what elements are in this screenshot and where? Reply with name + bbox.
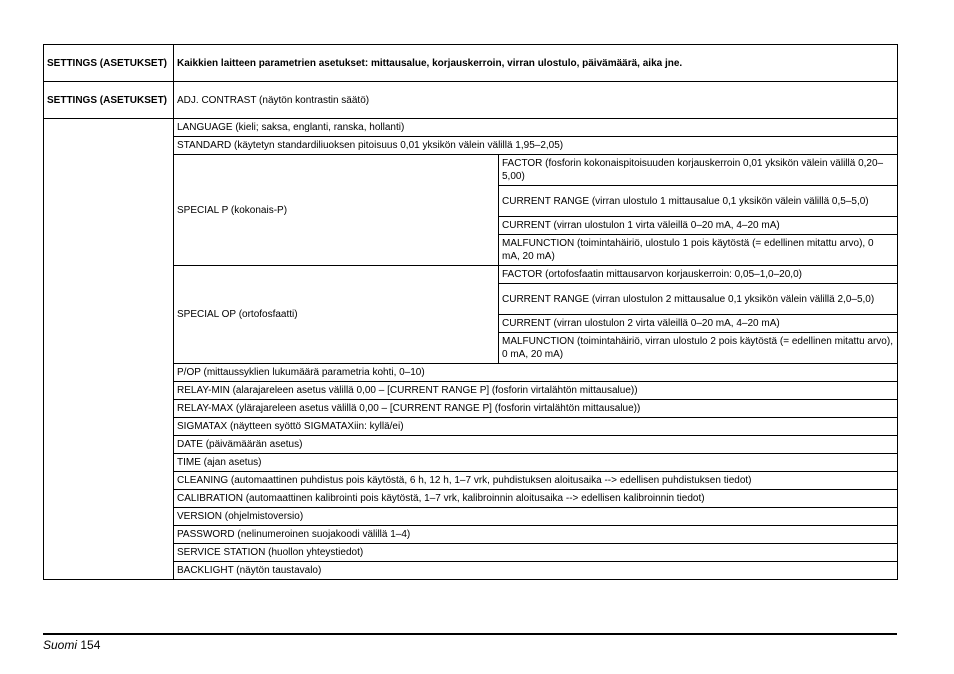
list-item: DATE (päivämäärän asetus)	[174, 436, 898, 454]
special-op-malfunction: MALFUNCTION (toimintahäiriö, virran ulostulo 2 pois käytöstä (= edellinen mitattu arvo), 0 mA, 20 mA)	[499, 333, 898, 364]
special-p-factor: FACTOR (fosforin kokonaispitoisuuden korjauskerroin 0,01 yksikön välein välillä 0,20–5,00)	[499, 155, 898, 186]
language-item: LANGUAGE (kieli; saksa, englanti, ranska, hollanti)	[174, 119, 898, 137]
header-label: SETTINGS (ASETUKSET)	[44, 45, 174, 82]
table-row-section	[44, 82, 898, 119]
special-p-label: SPECIAL P (kokonais-P)	[174, 155, 499, 266]
special-p-current: CURRENT (virran ulostulon 1 virta väleillä 0–20 mA, 4–20 mA)	[499, 217, 898, 235]
standard-item: STANDARD (käytetyn standardiliuoksen pitoisuus 0,01 yksikön välein välillä 1,95–2,05)	[174, 137, 898, 155]
special-op-label: SPECIAL OP (ortofosfaatti)	[174, 266, 499, 364]
blank-cell	[44, 119, 174, 580]
list-item: VERSION (ohjelmistoversio)	[174, 508, 898, 526]
table-row-header	[44, 45, 898, 82]
list-item: CLEANING (automaattinen puhdistus pois käytöstä, 6 h, 12 h, 1–7 vrk, puhdistuksen aloitusaika --> edellisen puhdistuksen tiedot)	[174, 472, 898, 490]
special-p-current-range: CURRENT RANGE (virran ulostulo 1 mittausalue 0,1 yksikön välein välillä 0,5–5,0)	[499, 186, 898, 217]
adj-contrast-item: ADJ. CONTRAST (näytön kontrastin säätö)	[174, 82, 898, 119]
special-op-factor: FACTOR (ortofosfaatin mittausarvon korjauskerroin: 0,05–1,0–20,0)	[499, 266, 898, 284]
header-description: Kaikkien laitteen parametrien asetukset: mittausalue, korjauskerroin, virran ulostulo, päivämäärä, aika jne.	[174, 45, 898, 82]
list-item: CALIBRATION (automaattinen kalibrointi pois käytöstä, 1–7 vrk, kalibroinnin aloitusaika --> edellisen kalibroinnin tiedot)	[174, 490, 898, 508]
list-item: P/OP (mittaussyklien lukumäärä parametria kohti, 0–10)	[174, 364, 898, 382]
special-op-current: CURRENT (virran ulostulon 2 virta väleillä 0–20 mA, 4–20 mA)	[499, 315, 898, 333]
special-p-malfunction: MALFUNCTION (toimintahäiriö, ulostulo 1 pois käytöstä (= edellinen mitattu arvo), 0 mA, 20 mA)	[499, 235, 898, 266]
list-item: TIME (ajan asetus)	[174, 454, 898, 472]
settings-table	[43, 44, 898, 580]
table-row	[44, 119, 898, 137]
list-item: BACKLIGHT (näytön taustavalo)	[174, 562, 898, 580]
list-item: RELAY-MAX (ylärajareleen asetus välillä 0,00 – [CURRENT RANGE P] (fosforin virtalähtön mittausalue))	[174, 400, 898, 418]
list-item: SIGMATAX (näytteen syöttö SIGMATAXiin: kyllä/ei)	[174, 418, 898, 436]
footer-language: Suomi	[43, 638, 78, 652]
section-label: SETTINGS (ASETUKSET)	[44, 82, 174, 119]
special-op-current-range: CURRENT RANGE (virran ulostulon 2 mittausalue 0,1 yksikön välein välillä 2,0–5,0)	[499, 284, 898, 315]
page-footer	[43, 638, 100, 652]
footer-rule	[43, 633, 897, 635]
list-item: SERVICE STATION (huollon yhteystiedot)	[174, 544, 898, 562]
list-item: RELAY-MIN (alarajareleen asetus välillä 0,00 – [CURRENT RANGE P] (fosforin virtalähtön mittausalue))	[174, 382, 898, 400]
list-item: PASSWORD (nelinumeroinen suojakoodi välillä 1–4)	[174, 526, 898, 544]
footer-page-number: 154	[80, 638, 101, 652]
